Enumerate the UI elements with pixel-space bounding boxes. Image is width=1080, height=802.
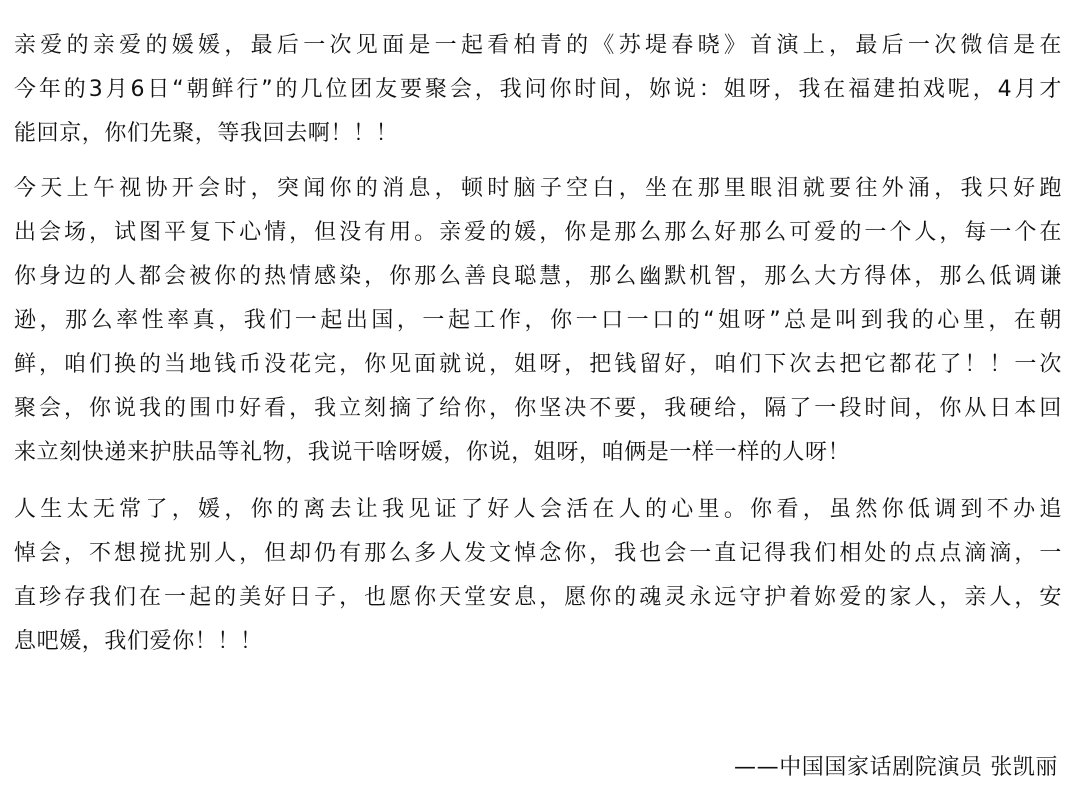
- paragraph-2-line-7: 来立刻快递来护肤品等礼物，我说干啥呀媛，你说，姐呀，咱俩是一样一样的人呀！: [14, 440, 851, 465]
- paragraph-1-line-1: 亲爱的亲爱的媛媛，最后一次见面是一起看柏青的《苏堤春晓》首演上，最后一次微信是在: [14, 33, 1062, 58]
- paragraph-2-line-5: 鲜，咱们换的当地钱币没花完，你见面就说，姐呀，把钱留好，咱们下次去把它都花了！！一次: [14, 352, 1062, 377]
- paragraph-3-line-3: 直珍存我们在一起的美好日子，也愿你天堂安息，愿你的魂灵永远守护着妳爱的家人，亲人，安: [14, 585, 1062, 610]
- paragraph-2-line-4: 逊，那么率性率真，我们一起出国，一起工作，你一口一口的“姐呀”总是叫到我的心里，在朝: [14, 308, 1062, 333]
- signature: ——中国国家话剧院演员 张凯丽: [734, 755, 1058, 780]
- paragraph-1-line-3: 能回京，你们先聚，等我回去啊！！！: [14, 121, 399, 146]
- paragraph-2-line-6: 聚会，你说我的围巾好看，我立刻摘了给你，你坚决不要，我硬给，隔了一段时间，你从日本回: [14, 396, 1062, 421]
- paragraph-2-line-3: 你身边的人都会被你的热情感染，你那么善良聪慧，那么幽默机智，那么大方得体，那么低调谦: [14, 264, 1062, 289]
- paragraph-1-line-2: 今年的3月6日“朝鲜行”的几位团友要聚会，我问你时间，妳说：姐呀，我在福建拍戏呢，4月才: [14, 77, 1062, 102]
- paragraph-2-line-1: 今天上午视协开会时，突闻你的消息，顿时脑子空白，坐在那里眼泪就要往外涌，我只好跑: [14, 176, 1062, 201]
- paragraph-3-line-4: 息吧媛，我们爱你！！！: [14, 629, 263, 654]
- paragraph-2-line-2: 出会场，试图平复下心情，但没有用。亲爱的媛，你是那么那么好那么可爱的一个人，每一个在: [14, 220, 1062, 245]
- paragraph-3-line-2: 悼会，不想搅扰别人，但却仍有那么多人发文悼念你，我也会一直记得我们相处的点点滴滴，一: [14, 541, 1062, 566]
- paragraph-3-line-1: 人生太无常了，媛，你的离去让我见证了好人会活在人的心里。你看，虽然你低调到不办追: [14, 497, 1062, 522]
